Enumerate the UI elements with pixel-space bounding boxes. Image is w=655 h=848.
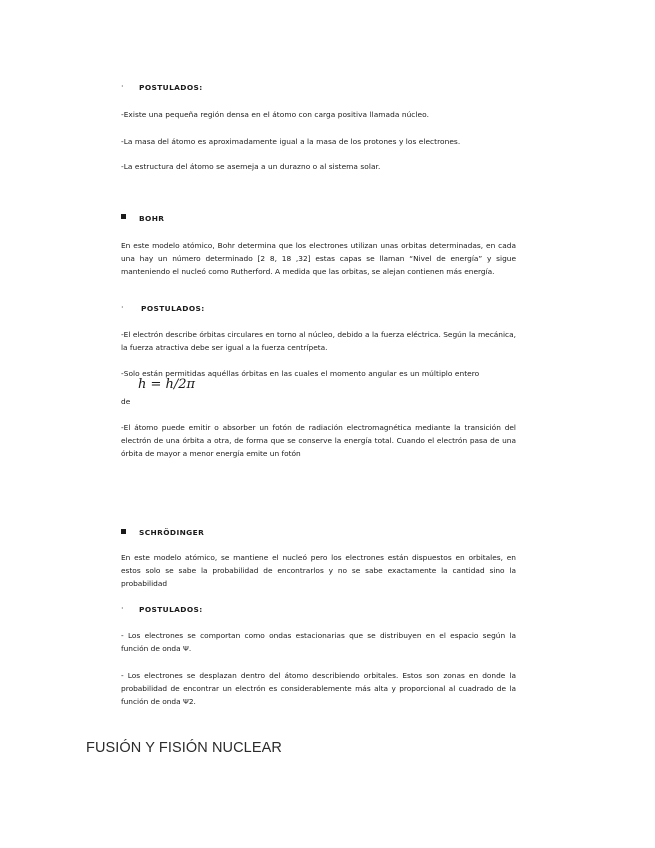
bohr-postulate-2: -Solo están permitidas aquéllas órbitas en las cuales el momento angular es un múltiplo entero xyxy=(121,369,480,378)
square-bullet-icon xyxy=(121,214,126,219)
bullet-dash: · xyxy=(121,303,124,312)
quantization-formula: h = h/2π xyxy=(138,377,196,392)
schrodinger-title: SCHRÖDINGER xyxy=(139,528,205,537)
bullet-dash: · xyxy=(121,604,124,613)
section-heading: FUSIÓN Y FISIÓN NUCLEAR xyxy=(86,740,282,756)
bullet-dash: · xyxy=(121,82,124,91)
schrodinger-postulate-2: - Los electrones se desplazan dentro del átomo describiendo orbitales. Estos son zonas en donde la probabilidad de encontrar un electrón es considerablemente más alta y proporcional al cuadrado de la función de onda Ψ2. xyxy=(121,671,516,706)
rutherford-postulate-2: -La masa del átomo es aproximadamente igual a la masa de los protones y los electrones. xyxy=(121,137,461,146)
rutherford-postulate-1: -Existe una pequeña región densa en el átomo con carga positiva llamada núcleo. xyxy=(121,110,429,119)
bohr-title: BOHR xyxy=(139,214,165,223)
bohr-postulates-label: POSTULADOS: xyxy=(141,304,205,313)
schrodinger-postulates-label: POSTULADOS: xyxy=(139,605,203,614)
bohr-postulate-2-tail: de xyxy=(121,397,131,406)
rutherford-postulates-label: POSTULADOS: xyxy=(139,83,203,92)
bohr-postulate-1: -El electrón describe órbitas circulares en torno al núcleo, debido a la fuerza eléctrica. Según la mecánica, la fuerza atractiva debe ser igual a la fuerza centrípeta. xyxy=(121,330,516,352)
bohr-postulate-3: -El átomo puede emitir o absorber un fotón de radiación electromagnética mediante la transición del electrón de una órbita a otra, de forma que se conserve la energía total. Cuando el electrón pasa de una órbita de mayor a menor energía emite un fotón xyxy=(121,423,516,458)
schrodinger-postulate-1: - Los electrones se comportan como ondas estacionarias que se distribuyen en el espacio según la función de onda Ψ. xyxy=(121,631,516,653)
square-bullet-icon xyxy=(121,529,126,534)
rutherford-postulate-3: -La estructura del átomo se asemeja a un durazno o al sistema solar. xyxy=(121,162,381,171)
bohr-description: En este modelo atómico, Bohr determina que los electrones utilizan unas orbitas determinadas, en cada una hay un número determinado [2 8, 18 ,32] estas capas se llaman “Nivel de energía” y sigue manteniendo el nucleó como Rutherford. A medida que las orbitas, se alejan contienen más energía. xyxy=(121,241,516,276)
schrodinger-description: En este modelo atómico, se mantiene el nucleó pero los electrones están dispuestos en orbitales, en estos solo se sabe la probabilidad de encontrarlos y no se sabe exactamente la cantidad sino la probabilidad xyxy=(121,553,516,588)
